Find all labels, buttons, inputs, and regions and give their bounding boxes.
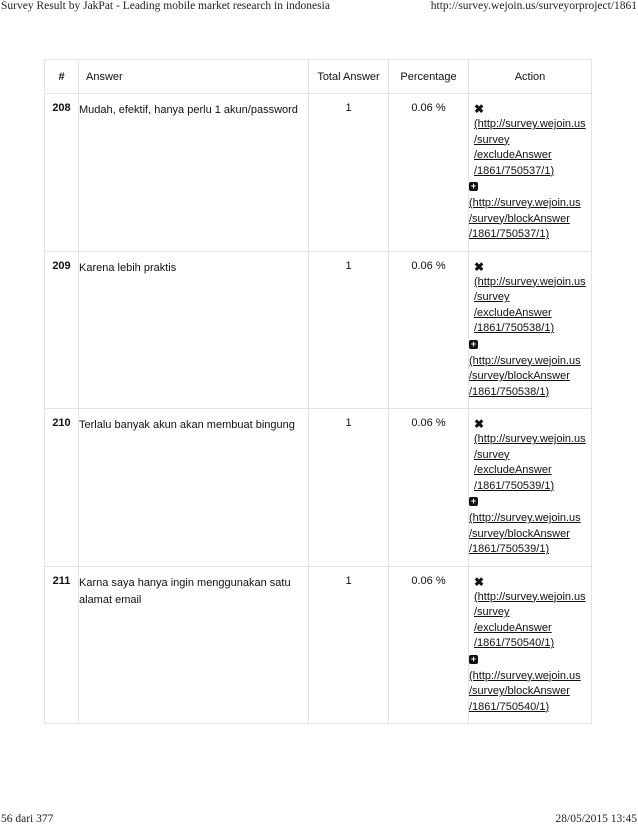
block-answer-link[interactable]: /survey/blockAnswer <box>469 370 570 382</box>
print-header-title: Survey Result by JakPat - Leading mobile market research in indonesia <box>1 0 330 12</box>
action-cell <box>469 251 592 409</box>
exclude-answer-link[interactable]: /excludeAnswer <box>474 306 552 319</box>
table-header-row <box>45 60 592 94</box>
block-answer-link[interactable]: /1861/750540/1) <box>469 700 550 713</box>
action-cell <box>469 566 592 724</box>
exclude-answer-link[interactable]: (http://survey.wejoin.us <box>474 275 586 288</box>
percentage-value: 0.06 % <box>389 409 469 567</box>
total-answer-value: 1 <box>309 251 389 409</box>
exclude-answer-link[interactable]: /excludeAnswer <box>474 621 552 634</box>
block-answer-link[interactable]: (http://survey.wejoin.us <box>469 197 581 209</box>
exclude-answer-link[interactable]: /excludeAnswer <box>474 149 552 161</box>
block-plus-icon[interactable]: + <box>470 653 477 664</box>
total-answer-value: 1 <box>309 566 389 724</box>
exclude-icon[interactable]: ✖ <box>474 574 485 589</box>
exclude-icon[interactable]: ✖ <box>474 417 485 431</box>
exclude-answer-link[interactable]: (http://survey.wejoin.us <box>474 433 586 445</box>
row-number: 210 <box>45 409 79 567</box>
exclude-answer-link[interactable]: /survey <box>474 606 510 618</box>
column-header-total-answer: Total Answer <box>309 60 389 94</box>
block-plus-icon[interactable]: + <box>470 496 477 506</box>
block-answer-link[interactable]: /1861/750537/1) <box>469 228 550 240</box>
print-footer-datetime: 28/05/2015 13:45 <box>555 813 637 825</box>
table-row <box>45 409 592 567</box>
action-cell <box>469 94 592 252</box>
block-answer-link[interactable]: (http://survey.wejoin.us <box>469 512 581 524</box>
exclude-answer-link[interactable]: (http://survey.wejoin.us <box>474 118 586 130</box>
exclude-icon[interactable]: ✖ <box>474 259 485 274</box>
block-answer-link[interactable]: /survey/blockAnswer <box>469 212 570 225</box>
exclude-answer-link[interactable]: /1861/750538/1) <box>474 322 555 334</box>
percentage-value: 0.06 % <box>389 251 469 409</box>
block-plus-icon[interactable]: + <box>470 338 477 349</box>
block-answer-link[interactable]: /survey/blockAnswer <box>469 685 570 697</box>
print-header-url: http://survey.wejoin.us/surveyorproject/1861 <box>430 0 637 12</box>
table-row <box>45 94 592 252</box>
exclude-answer-link[interactable]: /excludeAnswer <box>474 464 552 476</box>
row-number: 208 <box>45 94 79 252</box>
answer-text: Terlalu banyak akun akan membuat bingung <box>79 409 309 567</box>
block-plus-icon[interactable]: + <box>470 181 477 191</box>
exclude-answer-link[interactable]: /1861/750539/1) <box>474 479 555 492</box>
table-row <box>45 566 592 724</box>
exclude-answer-link[interactable]: (http://survey.wejoin.us <box>474 590 586 603</box>
action-cell <box>469 409 592 567</box>
exclude-answer-link[interactable]: /survey <box>474 291 510 303</box>
table-row <box>45 251 592 409</box>
column-header-action: Action <box>469 60 592 94</box>
answer-text: Karna saya hanya ingin menggunakan satu alamat email <box>79 566 309 724</box>
block-answer-link[interactable]: /1861/750538/1) <box>469 385 550 398</box>
block-answer-link[interactable]: (http://survey.wejoin.us <box>469 354 581 367</box>
column-header-answer: Answer <box>79 60 309 94</box>
exclude-icon[interactable]: ✖ <box>474 102 485 116</box>
answer-text: Mudah, efektif, hanya perlu 1 akun/password <box>79 94 309 252</box>
block-answer-link[interactable]: (http://survey.wejoin.us <box>469 669 581 682</box>
exclude-answer-link[interactable]: /1861/750540/1) <box>474 637 555 649</box>
exclude-answer-link[interactable]: /survey <box>474 448 510 461</box>
exclude-answer-link[interactable]: /1861/750537/1) <box>474 164 555 177</box>
total-answer-value: 1 <box>309 94 389 252</box>
column-header-number: # <box>45 60 79 94</box>
row-number: 211 <box>45 566 79 724</box>
percentage-value: 0.06 % <box>389 94 469 252</box>
percentage-value: 0.06 % <box>389 566 469 724</box>
exclude-answer-link[interactable]: /survey <box>474 133 510 146</box>
answer-text: Karena lebih praktis <box>79 251 309 409</box>
row-number: 209 <box>45 251 79 409</box>
total-answer-value: 1 <box>309 409 389 567</box>
answers-table <box>44 59 592 724</box>
column-header-percentage: Percentage <box>389 60 469 94</box>
print-footer-page-count: 56 dari 377 <box>1 813 54 825</box>
block-answer-link[interactable]: /survey/blockAnswer <box>469 527 570 540</box>
block-answer-link[interactable]: /1861/750539/1) <box>469 543 550 555</box>
